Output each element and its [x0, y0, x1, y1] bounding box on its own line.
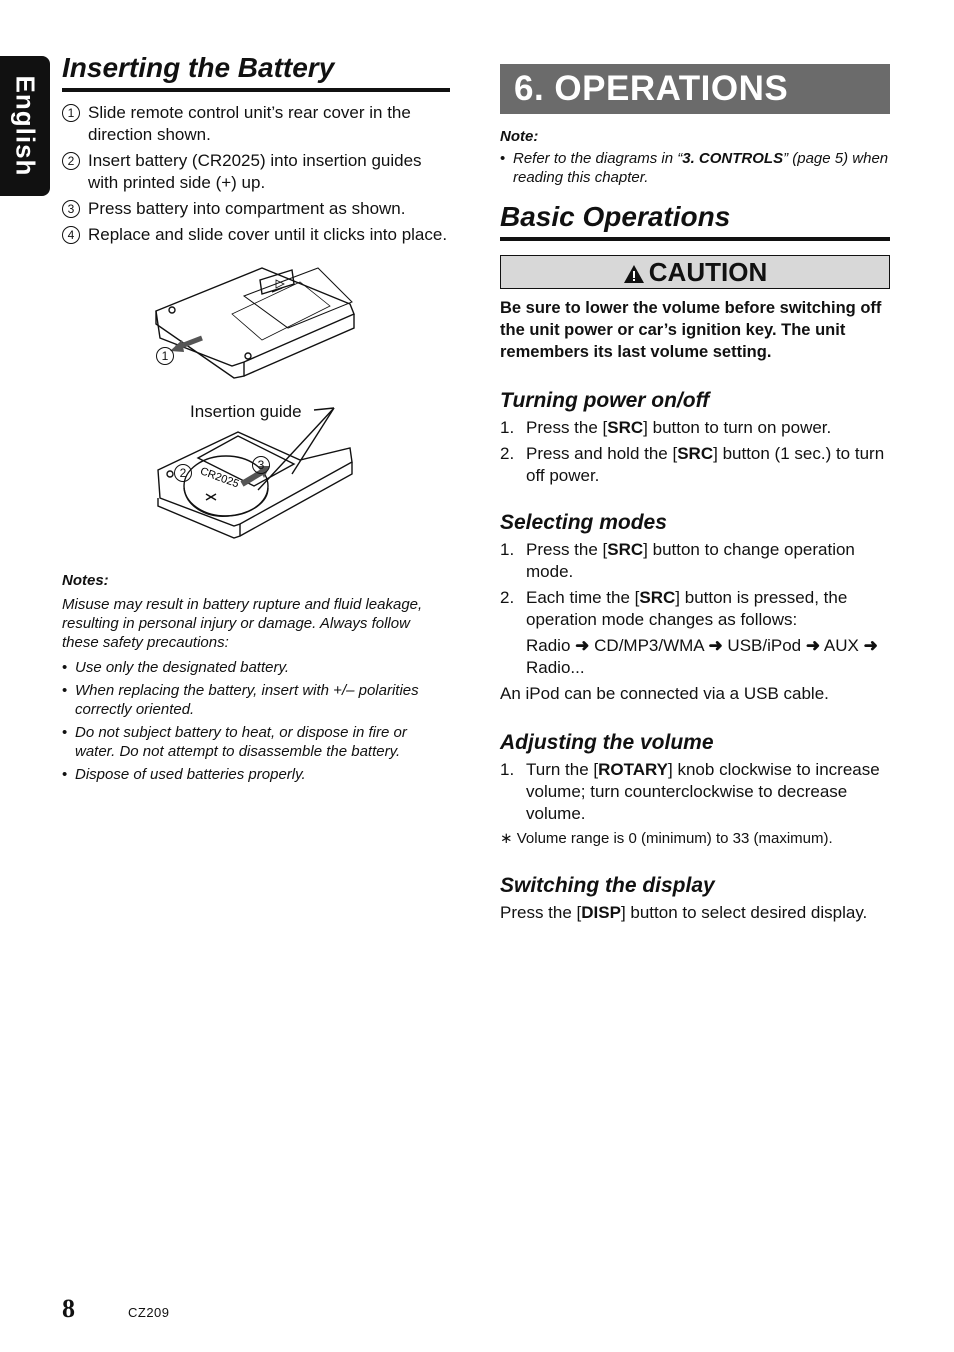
- note-text-pre: Refer to the diagrams in “: [513, 150, 683, 167]
- step-number: 1: [62, 104, 80, 122]
- step-text: ] button (1 sec.) to turn off power.: [526, 444, 885, 485]
- basic-operations-title: Basic Operations: [500, 201, 890, 241]
- button-name: DISP: [581, 903, 621, 922]
- battery-step: [62, 198, 450, 220]
- step-number: 3: [62, 200, 80, 218]
- notes-intro: Misuse may result in battery rupture and fluid leakage, resulting in personal injury or damage. Always follow these safety precautions:: [62, 596, 423, 651]
- mode-name: CD/MP3/WMA: [594, 636, 704, 655]
- step-text: ] knob clockwise to increase volume; turn counterclockwise to decrease volume.: [526, 760, 880, 823]
- power-steps: [500, 417, 890, 487]
- note-title: Note:: [500, 128, 539, 145]
- step-text: Press and hold the [: [526, 444, 678, 463]
- text-part: Press the [: [500, 903, 582, 922]
- step-text: Press battery into compartment as shown.: [88, 199, 406, 218]
- power-title: Turning power on/off: [500, 389, 710, 412]
- power-step: [500, 443, 890, 487]
- language-tab: [0, 56, 50, 196]
- step-number: 1.: [500, 540, 515, 559]
- figure-callout-1: 1: [156, 347, 174, 365]
- display-title: Switching the display: [500, 874, 715, 897]
- battery-step: [62, 150, 450, 194]
- arrow-icon: ➜: [575, 636, 590, 655]
- modes-steps: [500, 539, 890, 679]
- button-name: SRC: [607, 418, 644, 437]
- step-text: Turn the [: [526, 760, 599, 779]
- volume-steps: [500, 759, 890, 825]
- volume-section: [500, 731, 890, 848]
- chapter-heading: 6. OPERATIONS: [500, 64, 890, 114]
- step-text: Slide remote control unit’s rear cover in the direction shown.: [88, 103, 411, 144]
- arrow-icon: ➜: [708, 636, 723, 655]
- language-tab-label: English: [10, 75, 41, 177]
- ipod-note: An iPod can be connected via a USB cable.: [500, 684, 829, 703]
- battery-step: [62, 102, 450, 146]
- modes-step: [500, 587, 890, 679]
- battery-step: [62, 224, 450, 246]
- note-item: • Dispose of used batteries properly.: [62, 765, 450, 784]
- step-number: 1.: [500, 760, 515, 779]
- notes-title: Notes:: [62, 572, 109, 589]
- step-text: ] button is pressed, the operation mode changes as follows:: [526, 588, 848, 629]
- warning-icon: [623, 264, 645, 284]
- step-text: Press the [: [526, 418, 608, 437]
- note-text-ref: 3. CONTROLS: [682, 150, 784, 167]
- caution-banner: [500, 255, 890, 289]
- arrow-icon: ➜: [805, 636, 821, 655]
- display-text: [500, 902, 890, 924]
- mode-name: AUX: [823, 636, 859, 655]
- volume-step: [500, 759, 890, 825]
- button-name: SRC: [639, 588, 676, 607]
- step-text: Replace and slide cover until it clicks into place.: [88, 225, 448, 244]
- step-number: 2: [62, 152, 80, 170]
- power-step: [500, 417, 890, 439]
- note-item: • Do not subject battery to heat, or dispose in fire or water. Do not attempt to disassemble the battery.: [62, 723, 450, 761]
- mode-sequence: [526, 635, 890, 679]
- remote-cover-illustration: [62, 266, 450, 384]
- notes-list: [62, 658, 450, 784]
- note-item: • Use only the designated battery.: [62, 658, 450, 677]
- battery-insert-drawing: [62, 402, 450, 552]
- caution-text: Be sure to lower the volume before switching off the unit power or car’s ignition key. The unit remembers its last volume setting.: [500, 299, 882, 361]
- mode-name: Radio: [526, 636, 571, 655]
- step-text: ] button to turn on power.: [643, 418, 832, 437]
- battery-section-title: Inserting the Battery: [62, 52, 450, 92]
- modes-section: [500, 511, 890, 705]
- page-number: 8: [62, 1294, 75, 1323]
- text-part: ] button to select desired display.: [620, 903, 868, 922]
- arrow-icon: ➜: [863, 636, 878, 655]
- power-section: [500, 389, 890, 487]
- step-number: 2.: [500, 444, 515, 463]
- note-item: • When replacing the battery, insert with +/– polarities correctly oriented.: [62, 681, 450, 719]
- knob-name: ROTARY: [598, 760, 669, 779]
- battery-steps: [62, 102, 450, 246]
- note-text-post: ” (page 5) when reading this chapter.: [513, 150, 889, 186]
- step-number: 2.: [500, 588, 515, 607]
- step-text: Press the [: [526, 540, 608, 559]
- display-section: [500, 874, 890, 924]
- modes-step: [500, 539, 890, 583]
- left-column: [62, 52, 450, 788]
- figure-callout-3: 3: [252, 456, 270, 474]
- step-number: 1.: [500, 418, 515, 437]
- notes-block: [62, 572, 450, 784]
- step-number: 4: [62, 226, 80, 244]
- button-name: SRC: [607, 540, 644, 559]
- volume-title: Adjusting the volume: [500, 731, 714, 754]
- insertion-guide-label: Insertion guide: [190, 402, 302, 421]
- model-number: CZ209: [128, 1305, 170, 1320]
- right-column: [500, 64, 890, 924]
- step-text: Each time the [: [526, 588, 640, 607]
- volume-range-note: ∗ Volume range is 0 (minimum) to 33 (maximum).: [500, 830, 833, 847]
- remote-cover-drawing: [62, 266, 450, 384]
- mode-name: Radio...: [526, 658, 585, 677]
- mode-name: USB/iPod: [727, 636, 802, 655]
- figure-callout-2: 2: [174, 464, 192, 482]
- button-name: SRC: [677, 444, 714, 463]
- step-text: ] button to change operation mode.: [526, 540, 855, 581]
- step-text: Insert battery (CR2025) into insertion guides with printed side (+) up.: [88, 151, 422, 192]
- modes-title: Selecting modes: [500, 511, 667, 534]
- caution-label: CAUTION: [648, 257, 768, 287]
- battery-model-text: CR2025: [198, 465, 241, 491]
- note-text: [500, 149, 890, 187]
- battery-insert-illustration: [62, 402, 450, 552]
